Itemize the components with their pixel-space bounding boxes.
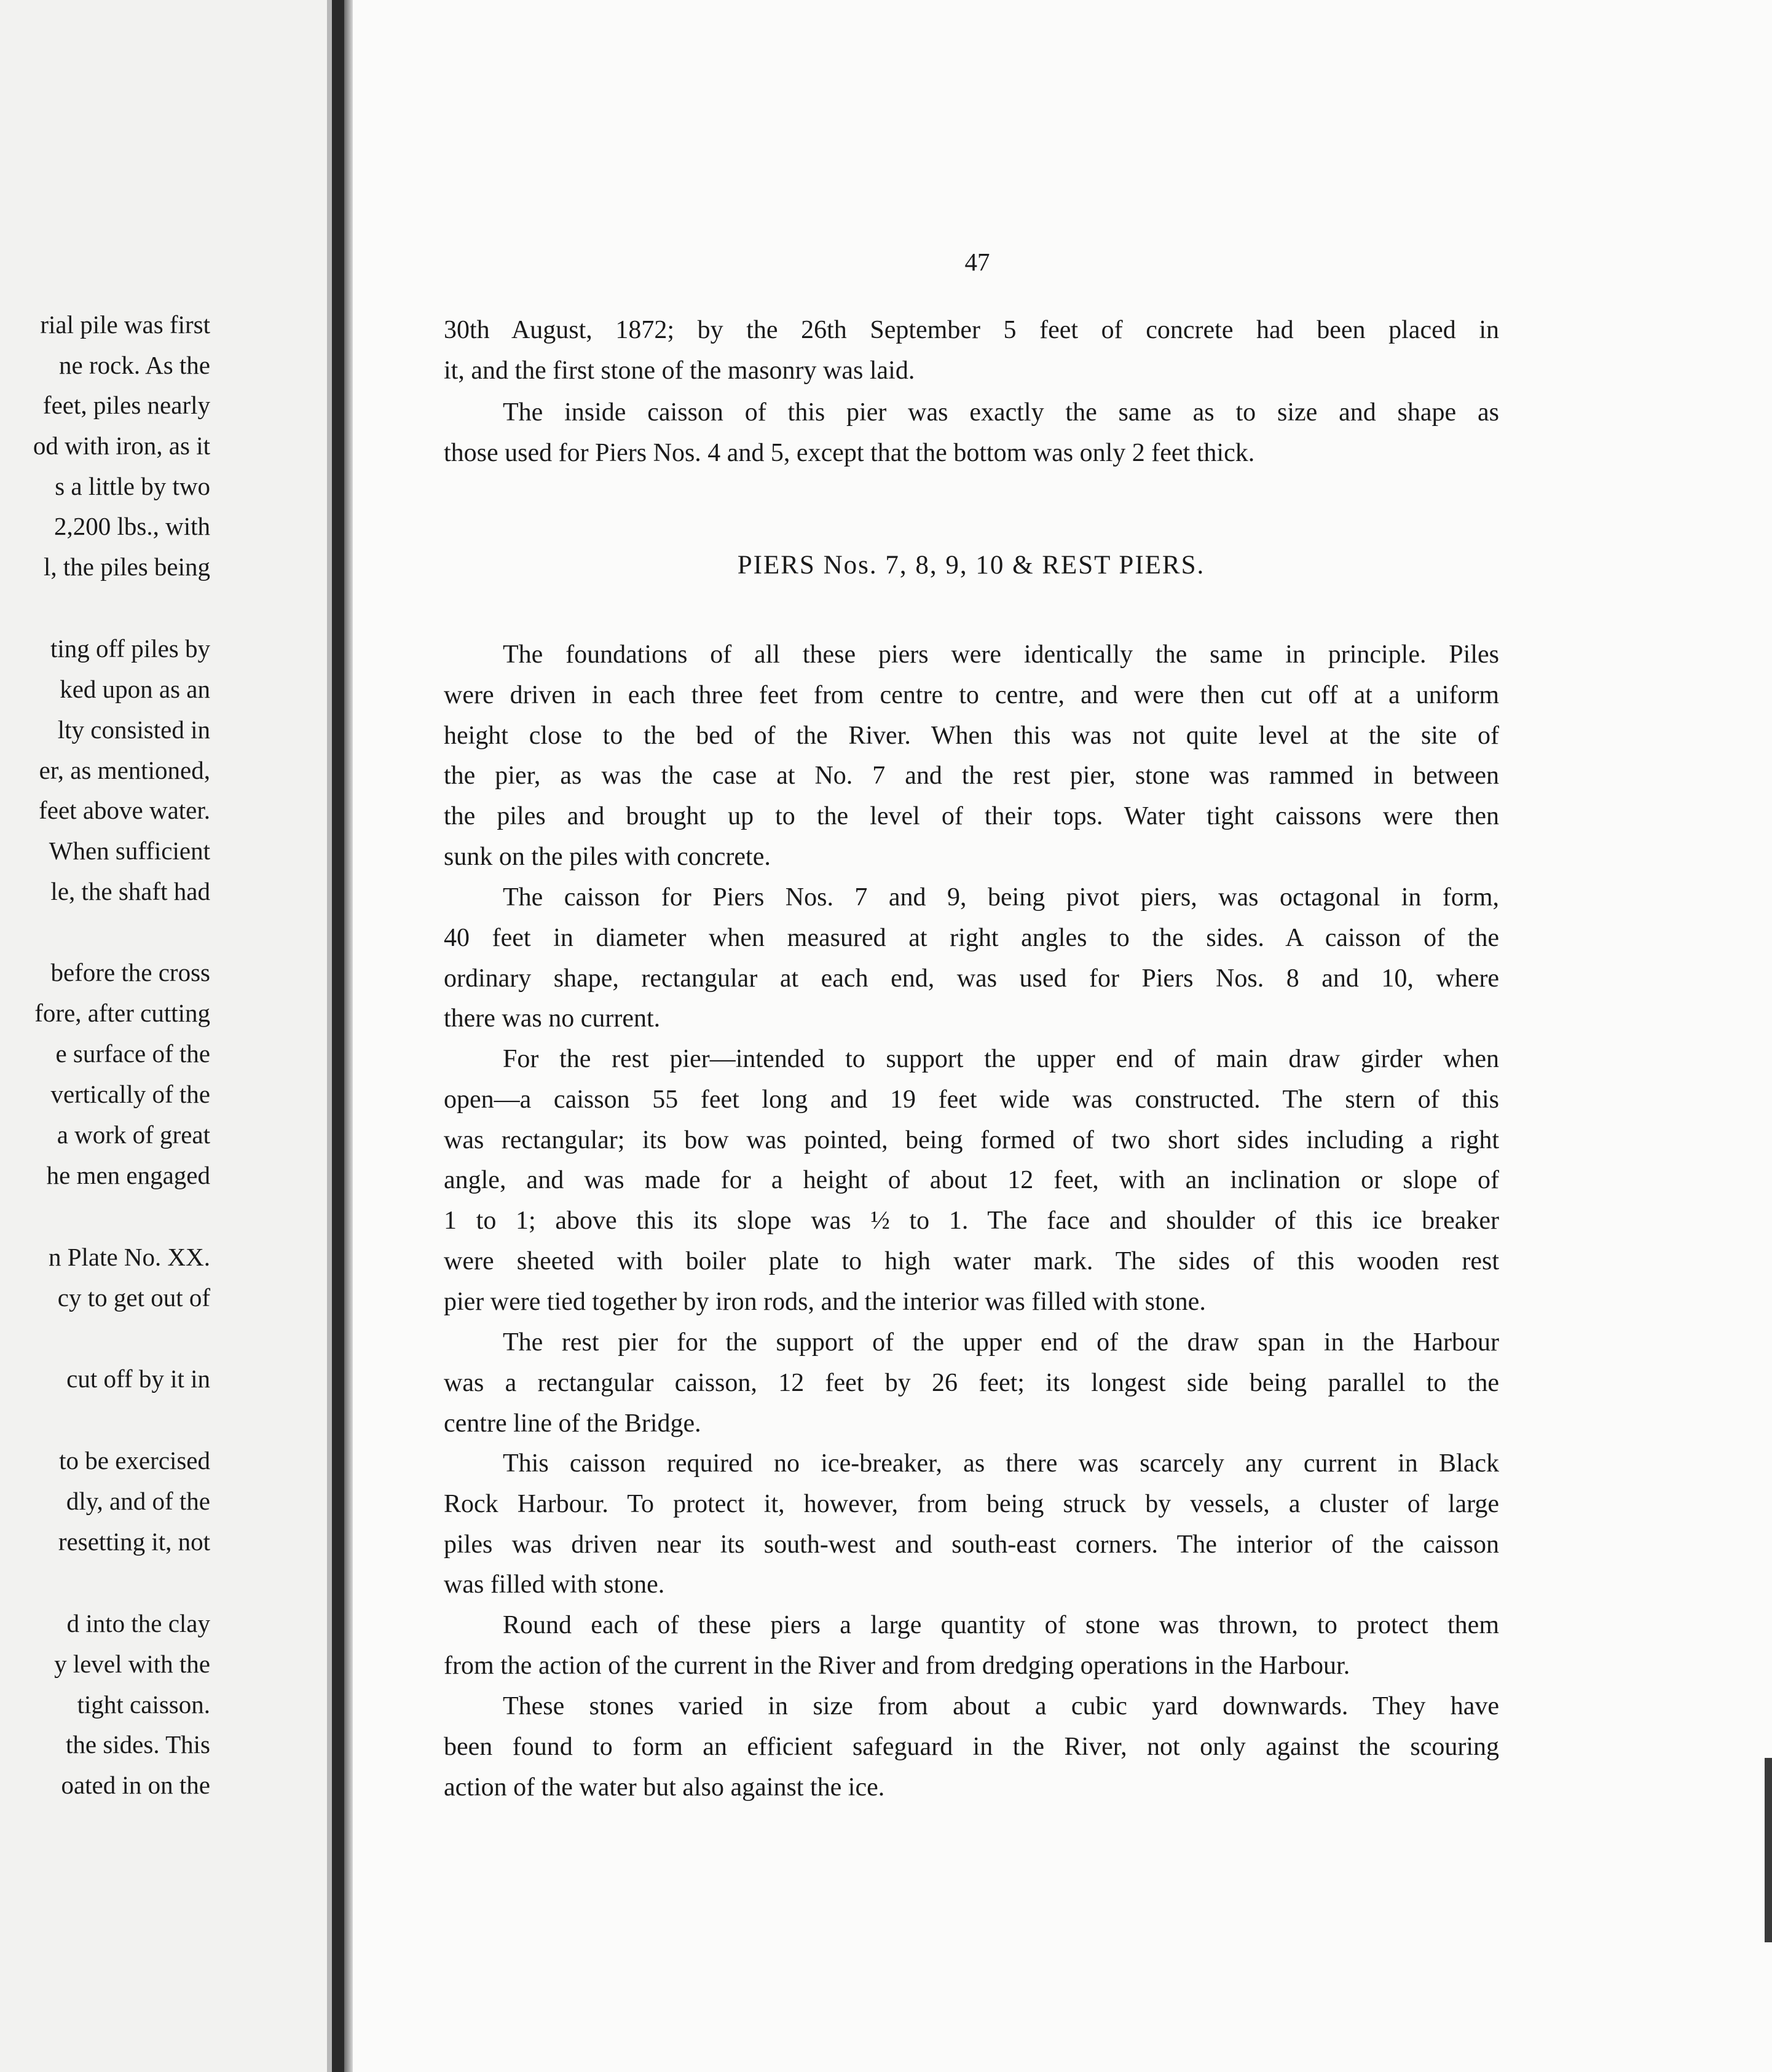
text-line: For the rest pier—intended to support the upper end of main draw girder when xyxy=(503,1045,1499,1073)
left-page-line: tight caisson. xyxy=(77,1690,210,1719)
left-page-line: feet above water. xyxy=(39,796,210,824)
left-page-line: feet, piles nearly xyxy=(42,391,210,419)
left-page-line: to be exercised xyxy=(59,1446,210,1475)
left-page-fragment xyxy=(0,0,327,2072)
left-page-line: rial pile was first xyxy=(40,310,210,339)
left-page-line: fore, after cutting xyxy=(34,999,210,1027)
text-line: open—a caisson 55 feet long and 19 feet wide was constructed. The stern of this xyxy=(444,1085,1499,1114)
left-page-line: ked upon as an xyxy=(60,675,210,703)
text-line: those used for Piers Nos. 4 and 5, except that the bottom was only 2 feet thick. xyxy=(444,438,1255,467)
left-page-line: le, the shaft had xyxy=(50,877,210,905)
text-line: was rectangular; its bow was pointed, being formed of two short sides including a right xyxy=(444,1125,1499,1154)
text-line: action of the water but also against the ice. xyxy=(444,1773,885,1802)
gutter-gradient xyxy=(344,0,353,2072)
text-line: sunk on the piles with concrete. xyxy=(444,842,771,871)
text-line: were driven in each three feet from centre to centre, and were then cut off at a uniform xyxy=(444,680,1499,709)
intro-paragraph-2 xyxy=(444,393,1499,474)
left-page-line: the sides. This xyxy=(66,1730,210,1759)
left-page-line: l, the piles being xyxy=(43,553,210,581)
text-line: was filled with stone. xyxy=(444,1570,665,1599)
gutter-shadow xyxy=(327,0,332,2072)
text-line: was a rectangular caisson, 12 feet by 26 feet; its longest side being parallel to the xyxy=(444,1368,1499,1397)
left-page-line: he men engaged xyxy=(46,1161,210,1189)
text-line: it, and the first stone of the masonry was laid. xyxy=(444,356,915,385)
left-page-line: oated in on the xyxy=(61,1771,210,1799)
left-page-line: n Plate No. XX. xyxy=(48,1243,210,1271)
left-page-line: e surface of the xyxy=(55,1039,210,1068)
text-line: The caisson for Piers Nos. 7 and 9, being pivot piers, was octagonal in form, xyxy=(503,883,1499,912)
text-line: the piles and brought up to the level of their tops. Water tight caissons were then xyxy=(444,802,1499,831)
text-line: 40 feet in diameter when measured at right angles to the sides. A caisson of the xyxy=(444,923,1499,952)
text-line: ordinary shape, rectangular at each end, was used for Piers Nos. 8 and 10, where xyxy=(444,964,1499,993)
left-page-line: ne rock. As the xyxy=(59,351,210,379)
section-heading: PIERS Nos. 7, 8, 9, 10 & REST PIERS. xyxy=(737,551,1205,580)
text-line: angle, and was made for a height of about 12 feet, with an inclination or slope of xyxy=(444,1166,1499,1195)
left-page-line: 2,200 lbs., with xyxy=(54,512,210,540)
text-line: The rest pier for the support of the upper end of the draw span in the Harbour xyxy=(503,1328,1499,1357)
text-line: there was no current. xyxy=(444,1004,661,1033)
text-line: the pier, as was the case at No. 7 and the rest pier, stone was rammed in between xyxy=(444,762,1499,790)
left-page-line: lty consisted in xyxy=(57,715,210,744)
book-spine-gutter xyxy=(332,0,344,2072)
text-line: This caisson required no ice-breaker, as there was scarcely any current in Black xyxy=(503,1449,1499,1478)
text-line: from the action of the current in the River and from dredging operations in the Harbour. xyxy=(444,1651,1350,1680)
text-line: centre line of the Bridge. xyxy=(444,1409,701,1438)
text-line: height close to the bed of the River. When this was not quite level at the site of xyxy=(444,721,1499,750)
left-page-line: vertically of the xyxy=(50,1080,210,1108)
left-page-line: dly, and of the xyxy=(66,1487,210,1515)
body-paragraph-7 xyxy=(444,1687,1499,1808)
left-page-line: er, as mentioned, xyxy=(39,756,210,784)
intro-paragraph-1 xyxy=(444,310,1499,392)
text-line: These stones varied in size from about a cubic yard downwards. They have xyxy=(503,1692,1499,1720)
left-page-line: cy to get out of xyxy=(57,1283,210,1312)
left-page-line: resetting it, not xyxy=(58,1527,210,1556)
left-page-line: d into the clay xyxy=(66,1609,210,1637)
page-number: 47 xyxy=(964,248,990,276)
left-page-line: y level with the xyxy=(54,1650,210,1678)
text-line: 30th August, 1872; by the 26th September 5 feet of concrete had been placed in xyxy=(444,316,1499,344)
text-line: 1 to 1; above this its slope was ½ to 1. The face and shoulder of this ice breaker xyxy=(444,1207,1499,1235)
text-line: pier were tied together by iron rods, and the interior was filled with stone. xyxy=(444,1287,1206,1316)
text-line: Rock Harbour. To protect it, however, from being struck by vessels, a cluster of large xyxy=(444,1489,1499,1518)
body-paragraph-3 xyxy=(444,1039,1499,1323)
page-edge-shadow xyxy=(1765,1758,1772,1942)
left-page-line: od with iron, as it xyxy=(33,431,210,460)
left-page-line: ting off piles by xyxy=(50,634,210,663)
body-paragraph-5 xyxy=(444,1444,1499,1605)
text-line: piles was driven near its south-west and south-east corners. The interior of the caisson xyxy=(444,1530,1499,1559)
body-paragraph-2 xyxy=(444,878,1499,1039)
body-paragraph-1 xyxy=(444,635,1499,878)
body-paragraph-6 xyxy=(444,1605,1499,1687)
text-line: The foundations of all these piers were identically the same in principle. Piles xyxy=(503,640,1499,669)
left-page-line: a work of great xyxy=(57,1121,210,1149)
text-line: were sheeted with boiler plate to high water mark. The sides of this wooden rest xyxy=(444,1247,1499,1275)
left-page-line: before the cross xyxy=(50,958,210,987)
text-line: Round each of these piers a large quantity of stone was thrown, to protect them xyxy=(503,1611,1499,1639)
left-page-line: cut off by it in xyxy=(66,1365,210,1393)
text-line: The inside caisson of this pier was exactly the same as to size and shape as xyxy=(503,398,1499,427)
body-paragraph-4 xyxy=(444,1323,1499,1444)
text-line: been found to form an efficient safeguard in the River, not only against the scouring xyxy=(444,1732,1499,1761)
left-page-line: s a little by two xyxy=(55,472,210,500)
left-page-line: When sufficient xyxy=(49,837,210,865)
